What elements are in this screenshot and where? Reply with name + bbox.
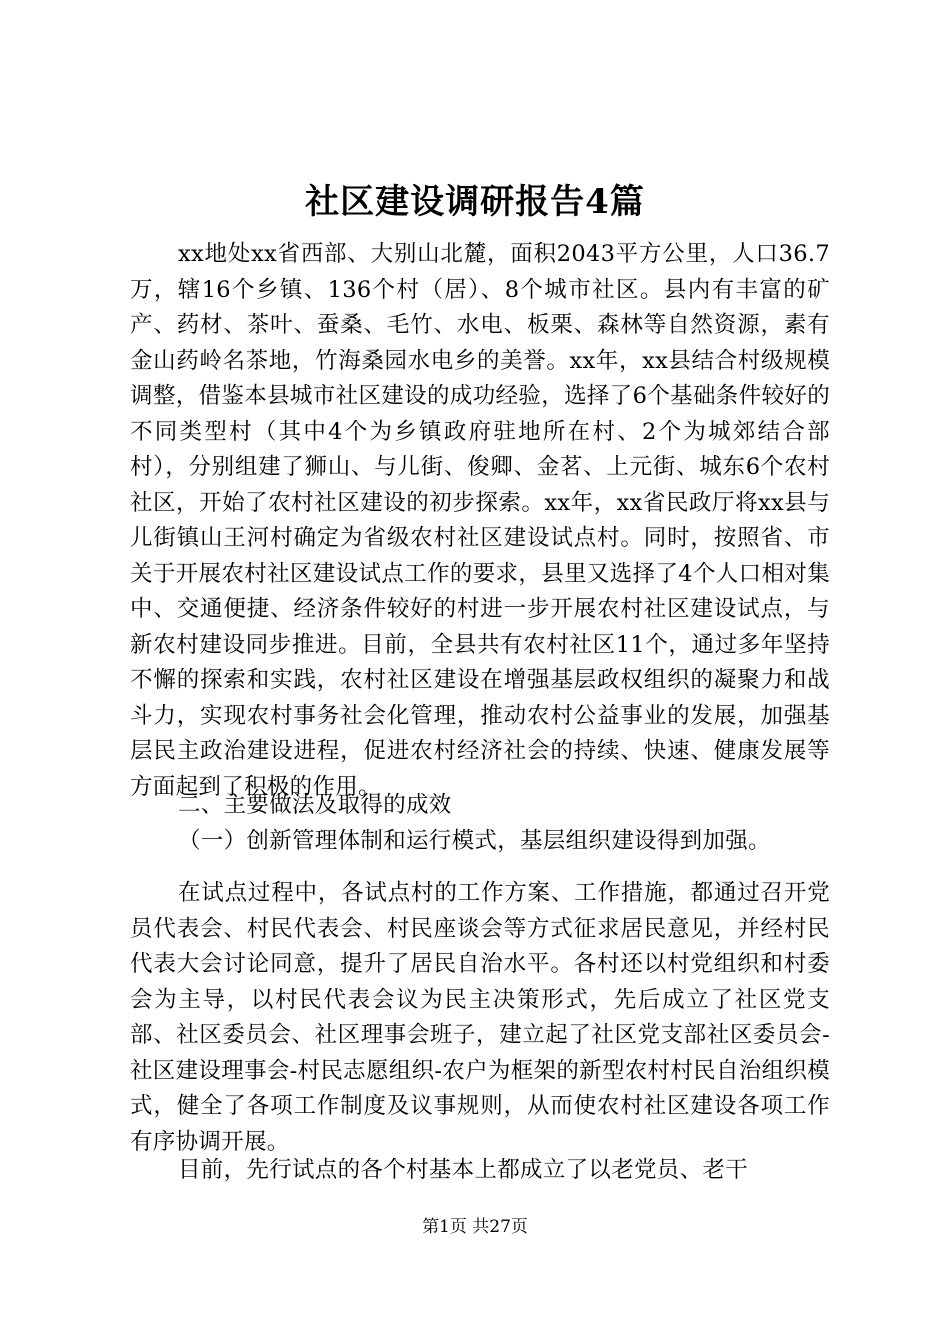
page-footer: 第1页 共27页	[422, 1217, 528, 1237]
paragraph-pilot-process: 在试点过程中，各试点村的工作方案、工作措施，都通过召开党员代表会、村民代表会、村民座谈会等方式征求居民意见，并经村民代表大会讨论同意，提升了居民自治水平。各村还以村党组织和村委会为主导，以村民代表会议为民主决策形式，先后成立了社区党支部、社区委员会、社区理事会班子，建立起了社区党支部社区委员会-社区建设理事会-村民志愿组织-农户为框架的新型农村村民自治组织模式，健全了各项工作制度及议事规则，从而使农村社区建设各项工作有序协调开展。	[130, 880, 830, 1155]
section-heading: 二、主要做法及取得的成效	[178, 792, 452, 818]
document-title: 社区建设调研报告4篇	[305, 182, 645, 222]
paragraph-intro: xx地处xx省西部、大别山北麓，面积2043平方公里，人口36.7万，辖16个乡镇、136个村（居）、8个城市社区。县内有丰富的矿产、药材、茶叶、蚕桑、毛竹、水电、板栗、森林等自然资源，素有金山药岭名茶地，竹海桑园水电乡的美誉。xx年，xx县结合村级规模调整，借鉴本县城市社区建设的成功经验，选择了6个基础条件较好的不同类型村（其中4个为乡镇政府驻地所在村、2个为城郊结合部村），分别组建了狮山、与儿街、俊卿、金茗、上元街、城东6个农村社区，开始了农村社区建设的初步探索。xx年，xx省民政厅将xx县与儿街镇山王河村确定为省级农村社区建设试点村。同时，按照省、市关于开展农村社区建设试点工作的要求，县里又选择了4个人口相对集中、交通便捷、经济条件较好的村进一步开展农村社区建设试点，与新农村建设同步推进。目前，全县共有农村社区11个，通过多年坚持不懈的探索和实践，农村社区建设在增强基层政权组织的凝聚力和战斗力，实现农村事务社会化管理，推动农村公益事业的发展，加强基层民主政治建设进程，促进农村经济社会的持续、快速、健康发展等方面起到了积极的作用。	[130, 241, 830, 800]
paragraph-current-status: 目前，先行试点的各个村基本上都成立了以老党员、老干	[178, 1157, 749, 1183]
subsection-heading: （一）创新管理体制和运行模式，基层组织建设得到加强。	[178, 828, 771, 854]
